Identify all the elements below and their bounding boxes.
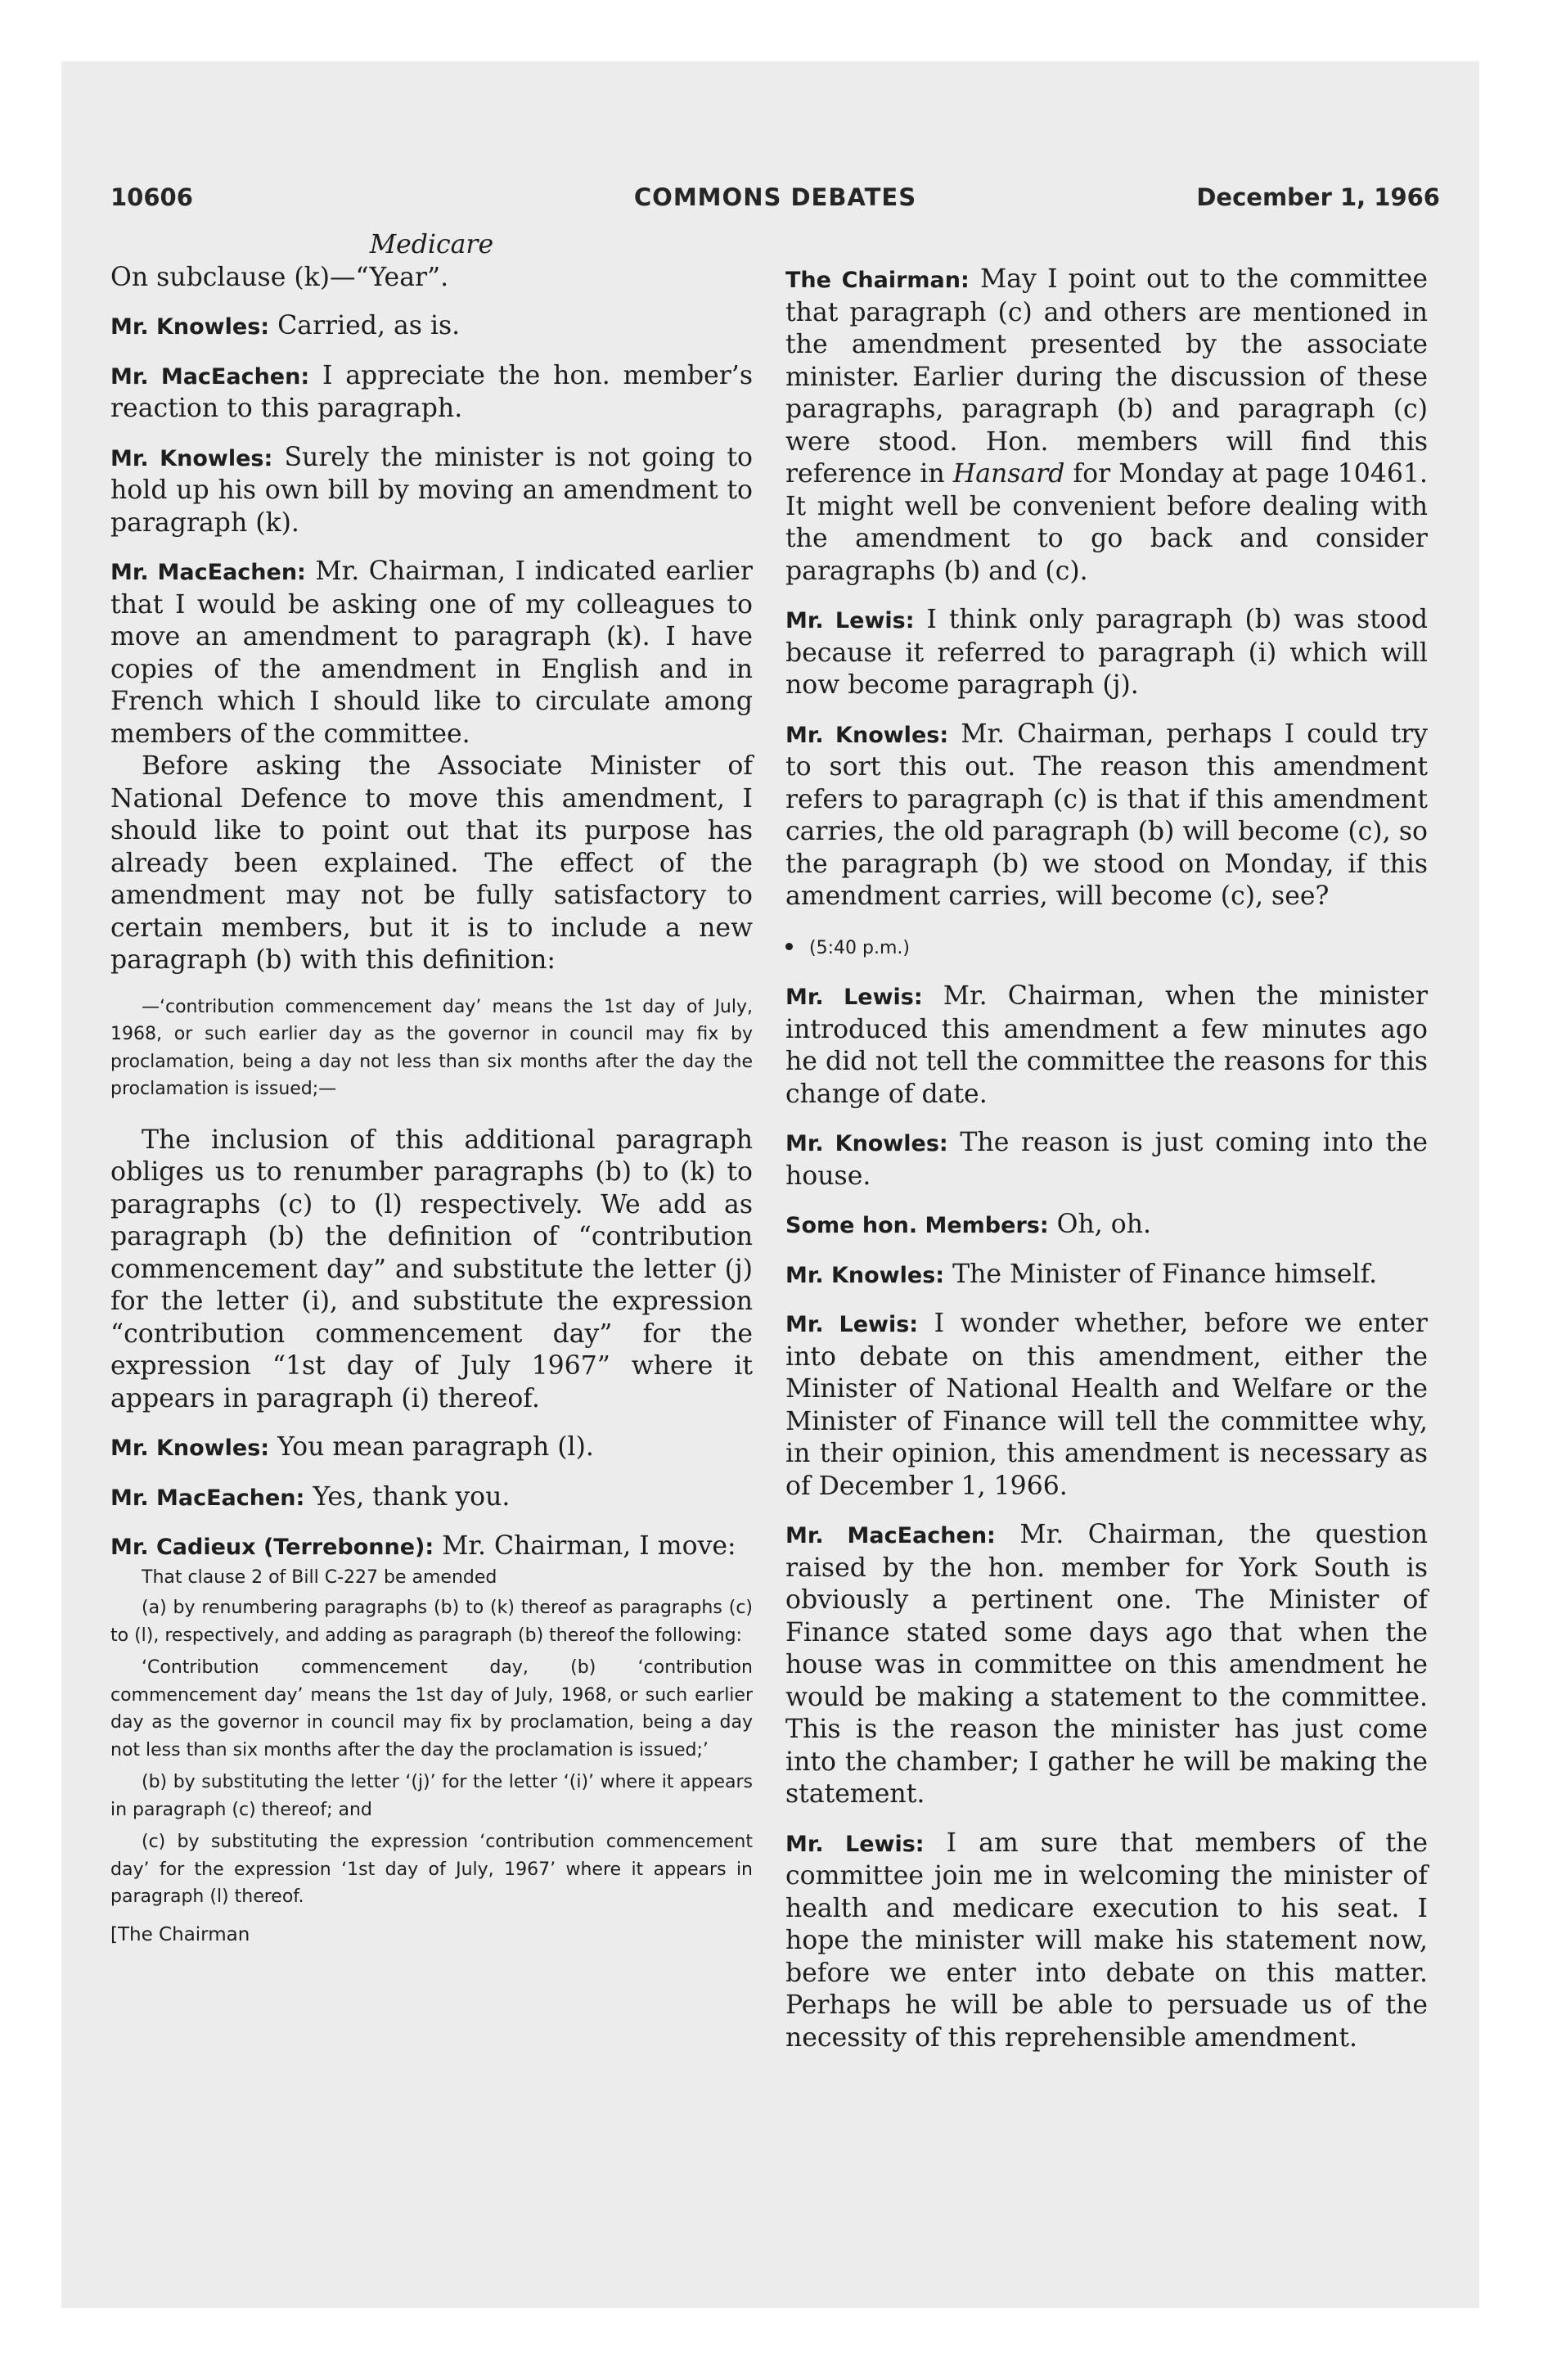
- speaker-name: Mr. MacEachen:: [110, 1485, 305, 1511]
- paragraph: The inclusion of this additional paragraph obliges us to renumber paragraphs (b) to (k) to paragraphs (c) to (l) respectively. We add as paragraph (b) the definition of “contribution commencement day” and substitute the letter (j) for the letter (i), and substitute the expression “contribution commencement day” for the expression “1st day of July 1967” where it appears in paragraph (i) thereof.: [110, 1125, 753, 1413]
- publication-title: COMMONS DEBATES: [633, 183, 917, 211]
- paragraph: Mr. Knowles: The Minister of Finance himself.: [785, 1259, 1378, 1289]
- paragraph: Before asking the Associate Minister of National Defence to move this amendment, I should like to point out that its purpose has already been explained. The effect of the amendment may not be fully satisfactory to certain members, but it is to include a new paragraph (b) with this definition:: [110, 751, 753, 975]
- speaker-name: Mr. MacEachen:: [785, 1523, 996, 1548]
- section-title: Medicare: [369, 230, 494, 259]
- speaker-name: Mr. Knowles:: [785, 1262, 945, 1288]
- paragraph: Mr. Lewis: I think only paragraph (b) was stood because it referred to paragraph (i) which will now become paragraph (j).: [785, 605, 1429, 700]
- paragraph: Mr. MacEachen: Mr. Chairman, I indicated earlier that I would be asking one of my colleagues to move an amendment to paragraph (k). I have copies of the amendment in English and in French which I should like to circulate among members of the committee.: [110, 557, 753, 749]
- speaker-name: Mr. Lewis:: [785, 985, 923, 1010]
- right-column: [785, 264, 1428, 2071]
- page-header: [110, 183, 1440, 216]
- motion-text: That clause 2 of Bill C-227 be amended: [142, 1566, 497, 1588]
- speaker-name: Mr. Cadieux (Terrebonne):: [110, 1535, 434, 1560]
- page-number: 10606: [110, 183, 193, 211]
- quoted-definition: —‘contribution commencement day’ means the 1st day of July, 1968, or such earlier day as the governor in council may fix by proclamation, being a day not less than six months after the day the proclamation is issued;—: [110, 996, 753, 1099]
- paragraph: Mr. Knowles: You mean paragraph (l).: [110, 1432, 594, 1462]
- speaker-name: Mr. Lewis:: [785, 1831, 925, 1857]
- paragraph: The Chairman: May I point out to the committee that paragraph (c) and others are mentioned in the amendment presented by the associate minister. Earlier during the discussion of these paragraphs, paragraph (b) and paragraph (c) were stood. Hon. members will find this reference in Hansard for Monday at page 10461. It might well be convenient before dealing with the amendment to go back and consider paragraphs (b) and (c).: [785, 264, 1428, 586]
- paragraph: Mr. MacEachen: I appreciate the hon. member’s reaction to this paragraph.: [110, 360, 753, 423]
- paragraph: Mr. Knowles: Mr. Chairman, perhaps I could try to sort this out. The reason this amendment refers to paragraph (c) is that if this amendment carries, the old paragraph (b) will become (c), so the paragraph (b) we stood on Monday, if this amendment carries, will become (c), see?: [785, 719, 1429, 911]
- speaker-name: Mr. Knowles:: [110, 1436, 270, 1461]
- paragraph: Mr. MacEachen: Yes, thank you.: [110, 1481, 511, 1512]
- motion-text: ‘Contribution commencement day, (b) ‘contribution commencement day’ means the 1st day of July, 1968, or such earlier day as the governor in council may fix by proclamation, being a day not less than six months after the day the proclamation is issued;’: [110, 1657, 753, 1760]
- motion-text: (b) by substituting the letter ‘(j)’ for the letter ‘(i)’ where it appears in paragraph (c) thereof; and: [110, 1772, 753, 1820]
- paragraph: Mr. Knowles: The reason is just coming into the house.: [785, 1128, 1429, 1191]
- speaker-name: Mr. MacEachen:: [110, 560, 306, 585]
- page-date: December 1, 1966: [1196, 183, 1440, 211]
- paragraph: Mr. Cadieux (Terrebonne): Mr. Chairman, I move:: [110, 1531, 736, 1561]
- speaker-name: Mr. MacEachen:: [110, 363, 310, 390]
- paragraph: Mr. Knowles: Surely the minister is not going to hold up his own bill by moving an amendment to paragraph (k).: [110, 442, 754, 538]
- paragraph: Mr. MacEachen: Mr. Chairman, the question raised by the hon. member for York South is obviously a pertinent one. The Minister of Finance stated some days ago that when the house was in committee on this amendment he would be making a statement to the committee. This is the reason the minister has just come into the chamber; I gather he will be making the statement.: [785, 1520, 1428, 1809]
- left-column: [110, 229, 753, 1968]
- continuation-note: [The Chairman: [110, 1923, 250, 1945]
- paragraph: Some hon. Members: Oh, oh.: [785, 1210, 1152, 1239]
- paragraph: Mr. Lewis: I am sure that members of the committee join me in welcoming the minister of health and medicare execution to his seat. I hope the minister will make his statement now, before we enter into debate on this matter. Perhaps he will be able to persuade us of the necessity of this reprehensible amendment.: [785, 1828, 1429, 2053]
- paragraph: On subclause (k)—“Year”.: [110, 262, 449, 292]
- speaker-name: Mr. Knowles:: [785, 1131, 948, 1156]
- bullet-icon: [785, 943, 793, 950]
- paragraph: Mr. Lewis: I wonder whether, before we enter into debate on this amendment, either the Minister of National Health and Welfare or the Minister of Finance will tell the committee why, in their opinion, this amendment is necessary as of December 1, 1966.: [785, 1309, 1428, 1501]
- speaker-name: Some hon. Members:: [785, 1213, 1049, 1238]
- speaker-name: Mr. Knowles:: [785, 722, 949, 748]
- speaker-name: Mr. Knowles:: [110, 445, 273, 471]
- paragraph: Mr. Knowles: Carried, as is.: [110, 311, 461, 340]
- speaker-name: Mr. Lewis:: [785, 1312, 919, 1337]
- motion-text: (a) by renumbering paragraphs (b) to (k) thereof as paragraphs (c) to (l), respectively, and adding as paragraph (b) thereof the following:: [110, 1598, 753, 1646]
- speaker-name: The Chairman:: [785, 268, 970, 293]
- paragraph: Mr. Lewis: Mr. Chairman, when the minister introduced this amendment a few minutes ago he did not tell the committee the reasons for this change of date.: [785, 981, 1428, 1109]
- motion-text: (c) by substituting the expression ‘contribution commencement day’ for the expression ‘1st day of July, 1967’ where it appears in paragraph (l) thereof.: [110, 1832, 753, 1907]
- speaker-name: Mr. Lewis:: [785, 608, 915, 633]
- speaker-name: Mr. Knowles:: [110, 314, 270, 340]
- timestamp: (5:40 p.m.): [785, 930, 1428, 965]
